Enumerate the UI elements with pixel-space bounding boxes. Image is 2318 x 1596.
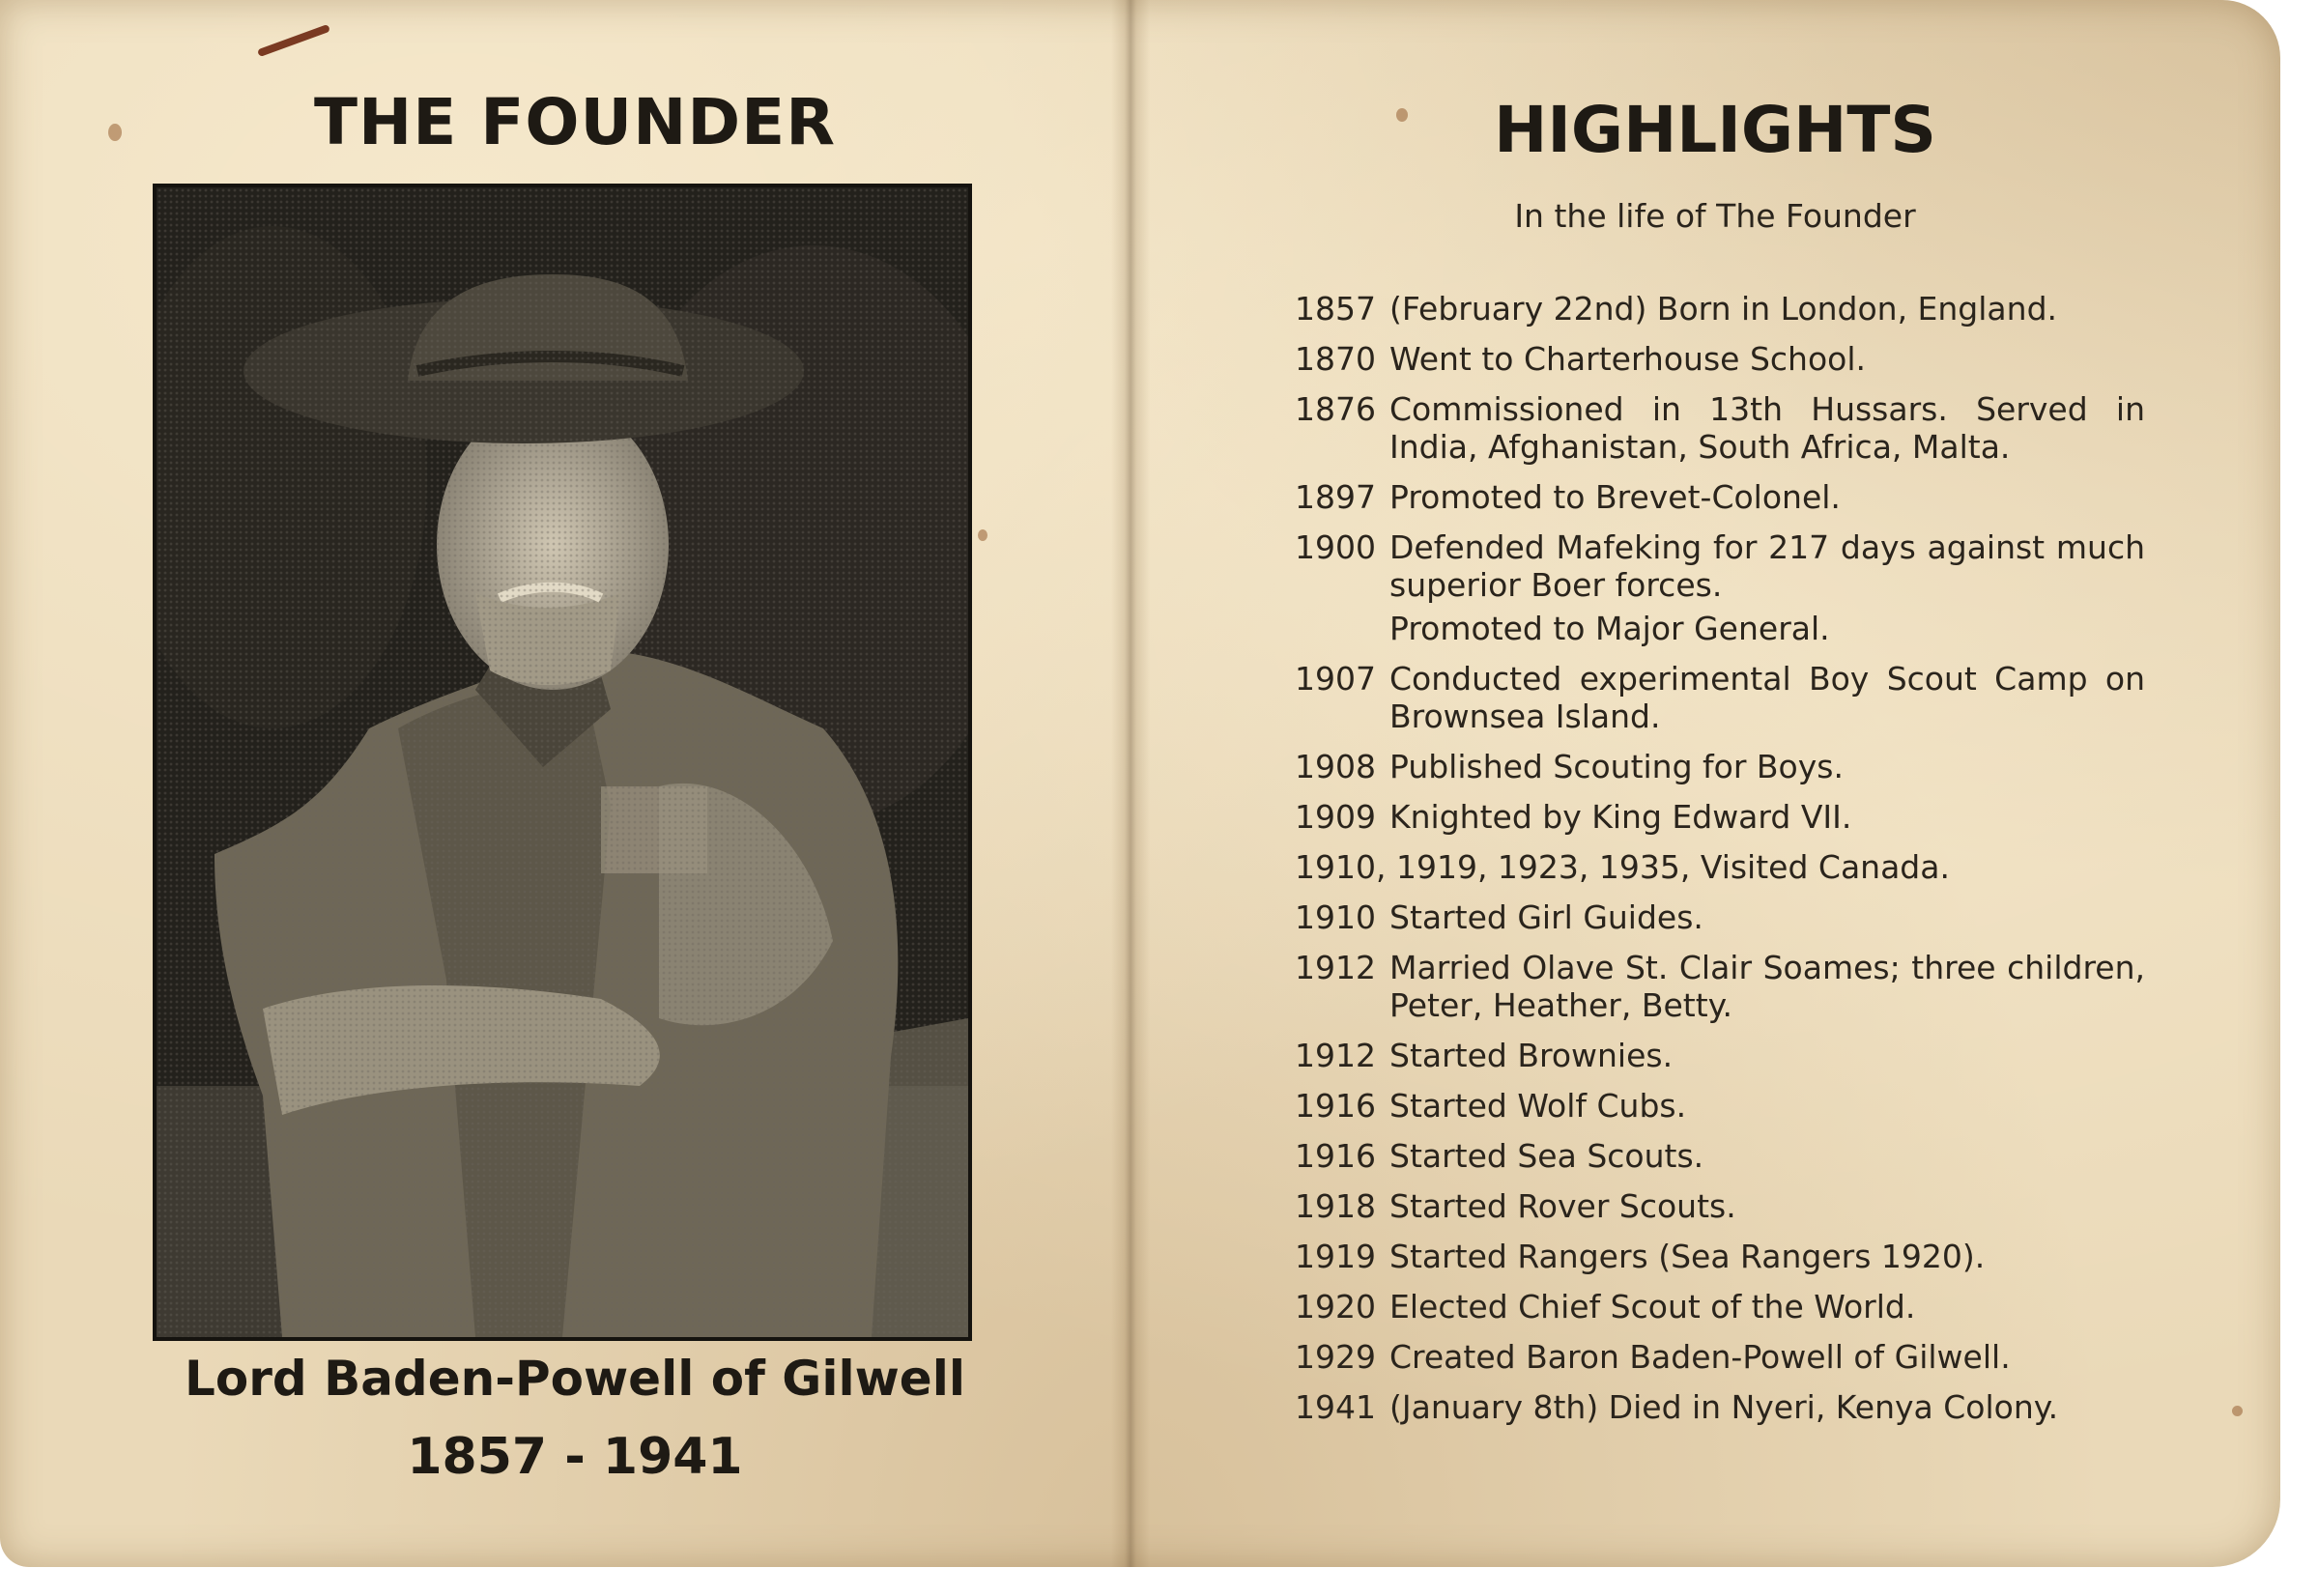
entry-year: 1918	[1295, 1187, 1376, 1225]
timeline-entry	[1295, 478, 2145, 516]
timeline-entry	[1295, 528, 2145, 604]
timeline-entry	[1295, 1037, 2145, 1074]
entry-year: 1876	[1295, 390, 1376, 428]
entry-text: Started Rover Scouts.	[1389, 1187, 1736, 1225]
entry-text: Started Wolf Cubs.	[1389, 1087, 1687, 1125]
entry-year: 1857	[1295, 290, 1376, 328]
entry-text: Started Brownies.	[1389, 1037, 1674, 1074]
entry-year: 1910	[1295, 898, 1376, 936]
entry-year: 1929	[1295, 1338, 1376, 1376]
stain-spot	[978, 529, 987, 541]
entry-year: 1919	[1295, 1238, 1376, 1275]
entry-year: 1912	[1295, 949, 1376, 986]
entry-year: 1909	[1295, 798, 1376, 836]
entry-text: Published Scouting for Boys.	[1389, 748, 1844, 785]
entry-text: Defended Mafeking for 217 days against much superior Boer forces.	[1389, 528, 2145, 604]
timeline-entry	[1295, 610, 2145, 647]
highlights-title: HIGHLIGHTS	[1494, 93, 1936, 167]
entry-text: Promoted to Brevet-Colonel.	[1389, 478, 1841, 516]
timeline-entry	[1295, 898, 2145, 936]
entry-year: 1920	[1295, 1288, 1376, 1325]
entry-text: Went to Charterhouse School.	[1389, 340, 1866, 378]
entry-text: Promoted to Major General.	[1389, 610, 1830, 647]
entry-text: Created Baron Baden-Powell of Gilwell.	[1389, 1338, 2011, 1376]
timeline-entry	[1295, 798, 2145, 836]
entry-text: (February 22nd) Born in London, England.	[1389, 290, 2058, 328]
entry-year: 1941	[1295, 1388, 1376, 1426]
portrait-image	[157, 187, 968, 1337]
timeline-entry	[1295, 1137, 2145, 1175]
entry-year: 1916	[1295, 1137, 1376, 1175]
entry-text: Conducted experimental Boy Scout Camp on Brownsea Island.	[1389, 660, 2145, 735]
entry-text: Elected Chief Scout of the World.	[1389, 1288, 1916, 1325]
stain-spot	[108, 124, 122, 141]
entry-text: Started Rangers (Sea Rangers 1920).	[1389, 1238, 1986, 1275]
stain-spot	[2232, 1406, 2243, 1416]
card-fold	[1111, 0, 1150, 1567]
timeline-entry	[1295, 1288, 2145, 1325]
timeline-entry	[1295, 1087, 2145, 1125]
entry-year: 1900	[1295, 528, 1376, 566]
entry-year: 1870	[1295, 340, 1376, 378]
timeline-entry	[1295, 1238, 2145, 1275]
entry-year: 1912	[1295, 1037, 1376, 1074]
timeline-entry	[1295, 748, 2145, 785]
highlights-timeline	[1295, 290, 2145, 1439]
timeline-entry	[1295, 660, 2145, 735]
timeline-entry	[1295, 848, 2145, 886]
timeline-entry	[1295, 1388, 2145, 1426]
entry-year: 1907	[1295, 660, 1376, 698]
entry-text: Married Olave St. Clair Soames; three children, Peter, Heather, Betty.	[1389, 949, 2145, 1024]
founder-dates: 1857 - 1941	[407, 1428, 743, 1486]
timeline-entry	[1295, 290, 2145, 328]
entry-text: Started Sea Scouts.	[1389, 1137, 1704, 1175]
highlights-subtitle: In the life of The Founder	[1514, 197, 1916, 235]
entry-year: 1908	[1295, 748, 1376, 785]
entry-year: 1897	[1295, 478, 1376, 516]
founder-title: THE FOUNDER	[313, 85, 837, 159]
timeline-entry	[1295, 1338, 2145, 1376]
founder-name: Lord Baden-Powell of Gilwell	[185, 1351, 965, 1407]
founder-portrait	[153, 184, 972, 1341]
entry-text: Commissioned in 13th Hussars. Served in India, Afghanistan, South Africa, Malta.	[1389, 390, 2145, 466]
entry-year: 1916	[1295, 1087, 1376, 1125]
timeline-entry	[1295, 390, 2145, 466]
timeline-entry	[1295, 1187, 2145, 1225]
timeline-entry	[1295, 949, 2145, 1024]
entry-text: Knighted by King Edward VII.	[1389, 798, 1852, 836]
entry-text: 1910, 1919, 1923, 1935, Visited Canada.	[1295, 848, 1950, 886]
timeline-entry	[1295, 340, 2145, 378]
entry-text: Started Girl Guides.	[1389, 898, 1703, 936]
ink-mark	[257, 24, 330, 57]
entry-text: (January 8th) Died in Nyeri, Kenya Colony.	[1389, 1388, 2059, 1426]
